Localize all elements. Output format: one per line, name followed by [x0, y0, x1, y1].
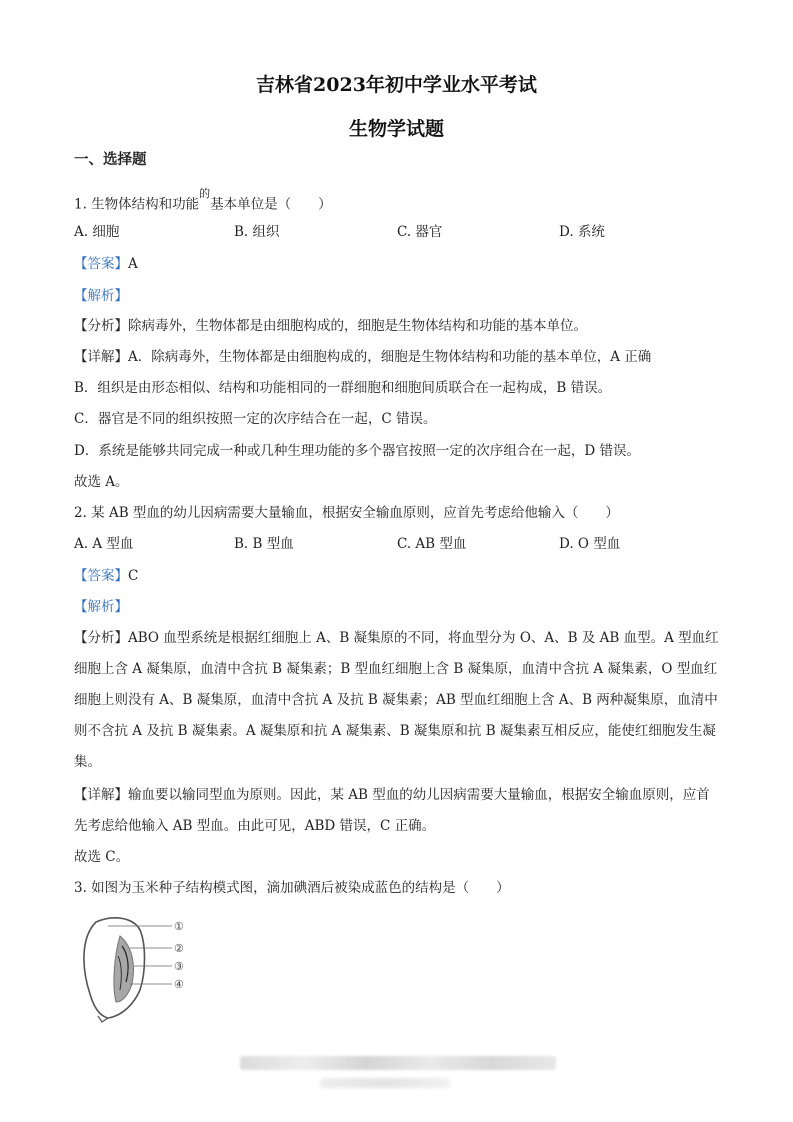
- blurred-footer-sub: [320, 1078, 450, 1088]
- q2-xiangjie-line-2: 先考虑给他输入 AB 型血。由此可见，ABD 错误，C 正确。: [74, 818, 436, 834]
- q1-line-d: D．系统是能够共同完成一种或几种生理功能的多个器官按照一定的次序组合在一起，D 错误。: [74, 443, 640, 459]
- page-title: 吉林省2023年初中学业水平考试: [256, 74, 537, 96]
- q2-option-c: C. AB 型血: [397, 536, 467, 552]
- q2-fenxi-line-5: 集。: [74, 754, 101, 770]
- q2-analysis-tag: 【解析】: [74, 599, 128, 615]
- blurred-footer: [240, 1056, 556, 1070]
- q1-option-d: D. 系统: [559, 224, 605, 240]
- q2-option-a: A. A 型血: [74, 536, 134, 552]
- q2-option-d: D. O 型血: [559, 536, 621, 552]
- corn-seed-diagram: [74, 912, 204, 1024]
- q2-conclusion: 故选 C。: [74, 849, 130, 865]
- q1-fenxi: 【分析】除病毒外，生物体都是由细胞构成的，细胞是生物体结构和功能的基本单位。: [74, 318, 587, 334]
- label-3: ③: [174, 960, 184, 973]
- section-heading: 一、选择题: [74, 151, 147, 168]
- q1-line-b: B．组织是由形态相似、结构和功能相同的一群细胞和细胞间质联合在一起构成，B 错误。: [74, 380, 612, 396]
- q1-option-a: A. 细胞: [74, 224, 120, 240]
- q1-conclusion: 故选 A。: [74, 474, 129, 490]
- label-1: ①: [174, 920, 184, 933]
- q2-answer: 【答案】C: [74, 568, 139, 584]
- q2-option-b: B. B 型血: [234, 536, 294, 552]
- q1-stem: 1. 生物体结构和功能$^的$基本单位是（ ）: [74, 187, 332, 213]
- q1-answer: 【答案】A: [74, 256, 138, 272]
- label-2: ②: [174, 942, 184, 955]
- embryo-shape: [114, 936, 134, 1002]
- q2-stem: 2. 某 AB 型血的幼儿因病需要大量输血，根据安全输血原则，应首先考虑给他输入（ ）: [74, 505, 619, 521]
- q1-xiangjie: 【详解】A．除病毒外，生物体都是由细胞构成的，细胞是生物体结构和功能的基本单位，A 正确: [74, 349, 652, 365]
- q2-fenxi-line-1: 【分析】ABO 血型系统是根据红细胞上 A、B 凝集原的不同，将血型分为 O、A、B 及 AB 血型。A 型血红: [74, 630, 719, 646]
- page-subtitle: 生物学试题: [348, 118, 444, 140]
- q2-fenxi-line-4: 则不含抗 A 及抗 B 凝集素。A 凝集原和抗 A 凝集素、B 凝集原和抗 B 凝集素互相反应，能使红细胞发生凝: [74, 723, 716, 739]
- q3-stem: 3. 如图为玉米种子结构模式图，滴加碘酒后被染成蓝色的结构是（ ）: [74, 880, 510, 896]
- q1-line-c: C．器官是不同的组织按照一定的次序结合在一起，C 错误。: [74, 411, 437, 427]
- q1-option-b: B. 组织: [234, 224, 280, 240]
- q2-xiangjie-line-1: 【详解】输血要以输同型血为原则。因此，某 AB 型血的幼儿因病需要大量输血，根据安全输血原则，应首: [74, 787, 710, 803]
- q2-fenxi-line-2: 细胞上含 A 凝集原，血清中含抗 B 凝集素；B 型血红细胞上含 B 凝集原，血清中含抗 A 凝集素，O 型血红: [74, 661, 718, 677]
- q1-analysis-tag: 【解析】: [74, 288, 128, 304]
- q1-option-c: C. 器官: [397, 224, 443, 240]
- label-4: ④: [174, 978, 184, 991]
- q2-fenxi-line-3: 细胞上则没有 A、B 凝集原，血清中含抗 A 及抗 B 凝集素；AB 型血红细胞上含 A、B 两种凝集原，血清中: [74, 692, 718, 708]
